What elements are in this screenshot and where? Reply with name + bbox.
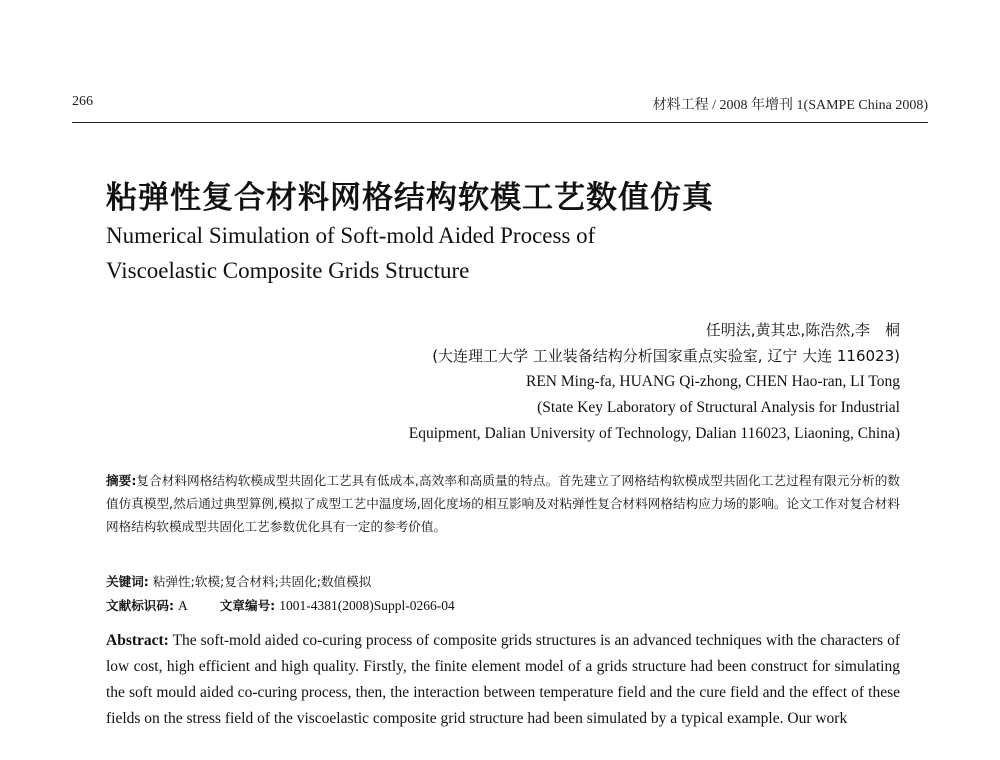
- abstract-english: [106, 628, 900, 732]
- page-number: 266: [72, 94, 93, 109]
- affiliation-chinese: (大连理工大学 工业装备结构分析国家重点实验室, 辽宁 大连 116023): [432, 347, 900, 365]
- running-header: [72, 94, 928, 116]
- article-number-value: 1001-4381(2008)Suppl-0266-04: [279, 598, 455, 613]
- doc-code-label: 文献标识码:: [106, 598, 175, 613]
- keywords-text: 粘弹性;软模;复合材料;共固化;数值模拟: [152, 574, 372, 589]
- abstract-chinese: [106, 469, 900, 538]
- title-english: [106, 218, 595, 288]
- doc-code-value: A: [178, 598, 188, 613]
- header-rule: [72, 122, 928, 123]
- affiliation-english-line-1: (State Key Laboratory of Structural Analysis for Industrial: [537, 399, 900, 416]
- identifiers-line: [106, 595, 900, 614]
- affiliation-english-line-2: Equipment, Dalian University of Technology, Dalian 116023, Liaoning, China): [408, 425, 900, 442]
- journal-citation: 材料工程 / 2008 年增刊 1(SAMPE China 2008): [652, 98, 928, 113]
- title-english-line-1: Numerical Simulation of Soft-mold Aided Process of: [106, 223, 596, 248]
- keywords-label: 关键词:: [106, 574, 149, 589]
- abstract-english-label: Abstract:: [106, 632, 169, 649]
- abstract-english-text: The soft-mold aided co-curing process of composite grids structures is an advanced techniques with the characters of low cost, high efficient and high quality. Firstly, the finite element model of a grids structure had been construct for simulating the soft mould aided co-curing process, then, the interaction between temperature field and the cure field and the effect of these fields on the stress field of the viscoelastic composite grid structure had been simulated by a typical example. Our work: [106, 632, 900, 727]
- author-block: [409, 317, 900, 447]
- keywords-line: [106, 571, 900, 590]
- article-number-label: 文章编号:: [219, 598, 276, 613]
- abstract-chinese-text: 复合材料网格结构软模成型共固化工艺具有低成本,高效率和高质量的特点。首先建立了网格结构软模成型共固化工艺过程有限元分析的数值仿真模型,然后通过典型算例,模拟了成型工艺中温度场,固化度场的相互影响及对粘弹性复合材料网格结构应力场的影响。论文工作对复合材料网格结构软模成型共固化工艺参数优化具有一定的参考价值。: [106, 473, 900, 534]
- title-english-line-2: Viscoelastic Composite Grids Structure: [106, 258, 470, 283]
- authors-chinese: 任明法,黄其忠,陈浩然,李 桐: [705, 321, 900, 339]
- abstract-chinese-label: 摘要:: [106, 473, 137, 488]
- title-chinese: 粘弹性复合材料网格结构软模工艺数值仿真: [106, 180, 714, 216]
- authors-english: REN Ming-fa, HUANG Qi-zhong, CHEN Hao-ran, LI Tong: [525, 373, 900, 390]
